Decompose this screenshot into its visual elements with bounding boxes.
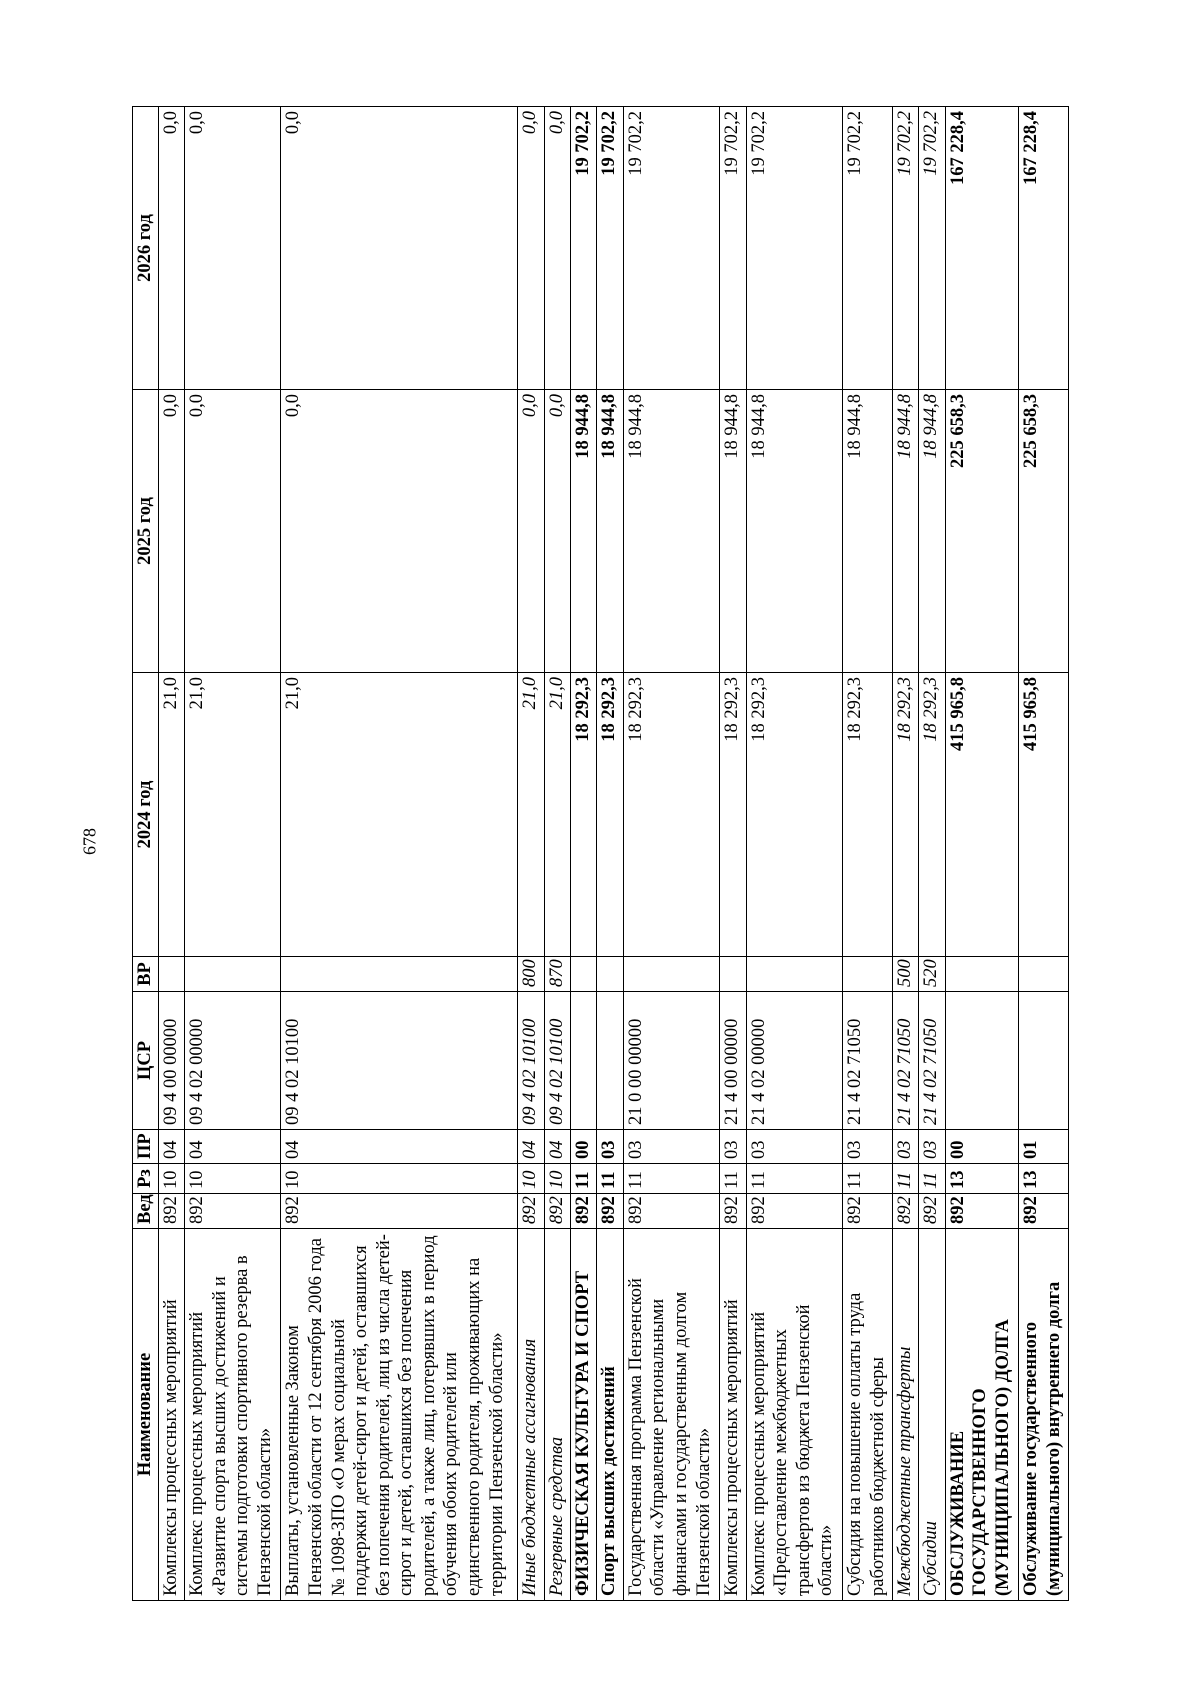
cell-vr — [623, 957, 719, 992]
cell-csr: 21 4 00 00000 — [720, 992, 746, 1130]
cell-pr: 00 — [570, 1130, 596, 1164]
cell-2025: 0,0 — [518, 390, 544, 673]
cell-name: Субсидии — [919, 1229, 945, 1601]
table-row — [945, 107, 1018, 1601]
cell-rz: 10 — [281, 1164, 518, 1194]
cell-pr: 04 — [281, 1130, 518, 1164]
cell-name: Субсидия на повышение оплаты труда работников бюджетной сферы — [843, 1229, 893, 1601]
cell-rz: 11 — [843, 1164, 893, 1194]
header-csr: ЦСР — [133, 992, 159, 1130]
cell-ved: 892 — [518, 1194, 544, 1229]
cell-2025: 18 944,8 — [746, 390, 842, 673]
cell-pr: 03 — [893, 1130, 919, 1164]
cell-ved: 892 — [843, 1194, 893, 1229]
cell-2024: 18 292,3 — [843, 673, 893, 957]
cell-2024: 21,0 — [158, 673, 184, 957]
table-row — [570, 107, 596, 1601]
cell-rz: 13 — [945, 1164, 1018, 1194]
cell-2024: 21,0 — [185, 673, 281, 957]
cell-ved: 892 — [720, 1194, 746, 1229]
cell-2026: 19 702,2 — [919, 107, 945, 390]
cell-rz: 10 — [158, 1164, 184, 1194]
cell-pr: 03 — [597, 1130, 623, 1164]
budget-table — [132, 106, 1069, 1601]
cell-csr — [570, 992, 596, 1130]
cell-ved: 892 — [623, 1194, 719, 1229]
cell-rz: 10 — [544, 1164, 570, 1194]
cell-ved: 892 — [945, 1194, 1018, 1229]
cell-2024: 18 292,3 — [623, 673, 719, 957]
cell-ved: 892 — [185, 1194, 281, 1229]
table-row — [720, 107, 746, 1601]
cell-2025: 18 944,8 — [919, 390, 945, 673]
cell-2024: 18 292,3 — [746, 673, 842, 957]
cell-vr: 500 — [893, 957, 919, 992]
cell-vr — [597, 957, 623, 992]
cell-csr: 21 4 02 71050 — [843, 992, 893, 1130]
cell-name: ОБСЛУЖИВАНИЕ ГОСУДАРСТВЕННОГО (МУНИЦИПАЛЬНОГО) ДОЛГА — [945, 1229, 1018, 1601]
table-row — [185, 107, 281, 1601]
cell-rz: 11 — [746, 1164, 842, 1194]
cell-name: ФИЗИЧЕСКАЯ КУЛЬТУРА И СПОРТ — [570, 1229, 596, 1601]
cell-pr: 04 — [518, 1130, 544, 1164]
header-2025: 2025 год — [133, 390, 159, 673]
cell-2026: 0,0 — [158, 107, 184, 390]
cell-2026: 19 702,2 — [746, 107, 842, 390]
header-ved: Вед — [133, 1194, 159, 1229]
cell-name: Государственная программа Пензенской области «Управление региональными финансами и государственным долгом Пензенской области» — [623, 1229, 719, 1601]
page-number: 678 — [79, 828, 100, 855]
cell-ved: 892 — [544, 1194, 570, 1229]
cell-2026: 19 702,2 — [843, 107, 893, 390]
cell-pr: 03 — [919, 1130, 945, 1164]
cell-2026: 167 228,4 — [945, 107, 1018, 390]
table-row — [623, 107, 719, 1601]
cell-2025: 225 658,3 — [1019, 390, 1069, 673]
cell-rz: 13 — [1019, 1164, 1069, 1194]
cell-2024: 18 292,3 — [893, 673, 919, 957]
table-row — [518, 107, 544, 1601]
cell-2026: 19 702,2 — [893, 107, 919, 390]
cell-2024: 415 965,8 — [1019, 673, 1069, 957]
cell-2026: 19 702,2 — [720, 107, 746, 390]
table-row — [544, 107, 570, 1601]
cell-2025: 0,0 — [185, 390, 281, 673]
cell-rz: 11 — [919, 1164, 945, 1194]
cell-csr: 09 4 00 00000 — [158, 992, 184, 1130]
cell-2024: 18 292,3 — [597, 673, 623, 957]
table-body — [158, 107, 1068, 1601]
cell-rz: 11 — [893, 1164, 919, 1194]
cell-2024: 21,0 — [544, 673, 570, 957]
cell-csr — [945, 992, 1018, 1130]
cell-name: Спорт высших достижений — [597, 1229, 623, 1601]
cell-name: Межбюджетные трансферты — [893, 1229, 919, 1601]
table-row — [597, 107, 623, 1601]
cell-ved: 892 — [893, 1194, 919, 1229]
cell-2025: 225 658,3 — [945, 390, 1018, 673]
cell-ved: 892 — [919, 1194, 945, 1229]
table-row — [158, 107, 184, 1601]
cell-name: Комплекс процессных мероприятий «Предоставление межбюджетных трансфертов из бюджета Пензенской области» — [746, 1229, 842, 1601]
header-rz: Рз — [133, 1164, 159, 1194]
cell-2026: 19 702,2 — [597, 107, 623, 390]
cell-csr: 09 4 02 00000 — [185, 992, 281, 1130]
cell-pr: 04 — [158, 1130, 184, 1164]
cell-2025: 18 944,8 — [893, 390, 919, 673]
cell-2024: 18 292,3 — [570, 673, 596, 957]
header-name: Наименование — [133, 1229, 159, 1601]
table-row — [1019, 107, 1069, 1601]
cell-vr: 870 — [544, 957, 570, 992]
cell-2025: 0,0 — [281, 390, 518, 673]
cell-2026: 0,0 — [544, 107, 570, 390]
cell-rz: 11 — [623, 1164, 719, 1194]
cell-2025: 18 944,8 — [720, 390, 746, 673]
cell-2024: 415 965,8 — [945, 673, 1018, 957]
cell-rz: 11 — [720, 1164, 746, 1194]
table-row — [893, 107, 919, 1601]
cell-name: Комплексы процессных мероприятий — [158, 1229, 184, 1601]
cell-vr — [945, 957, 1018, 992]
cell-2025: 0,0 — [158, 390, 184, 673]
cell-ved: 892 — [570, 1194, 596, 1229]
cell-csr: 09 4 02 10100 — [544, 992, 570, 1130]
cell-2026: 19 702,2 — [623, 107, 719, 390]
cell-vr — [158, 957, 184, 992]
cell-name: Комплексы процессных мероприятий — [720, 1229, 746, 1601]
cell-vr — [843, 957, 893, 992]
cell-ved: 892 — [1019, 1194, 1069, 1229]
cell-csr: 09 4 02 10100 — [281, 992, 518, 1130]
table-header-row — [133, 107, 159, 1601]
cell-2025: 18 944,8 — [597, 390, 623, 673]
cell-pr: 04 — [544, 1130, 570, 1164]
cell-2024: 18 292,3 — [720, 673, 746, 957]
cell-name: Обслуживание государственного (муниципального) внутреннего долга — [1019, 1229, 1069, 1601]
cell-pr: 04 — [185, 1130, 281, 1164]
table-container — [132, 107, 1069, 1601]
cell-vr — [746, 957, 842, 992]
cell-csr: 21 0 00 00000 — [623, 992, 719, 1130]
cell-vr — [281, 957, 518, 992]
cell-pr: 03 — [843, 1130, 893, 1164]
cell-rz: 11 — [570, 1164, 596, 1194]
cell-csr — [597, 992, 623, 1130]
header-vr: ВР — [133, 957, 159, 992]
cell-name: Резервные средства — [544, 1229, 570, 1601]
cell-2026: 0,0 — [281, 107, 518, 390]
cell-2025: 18 944,8 — [570, 390, 596, 673]
cell-rz: 11 — [597, 1164, 623, 1194]
cell-2026: 19 702,2 — [570, 107, 596, 390]
cell-vr: 520 — [919, 957, 945, 992]
cell-pr: 00 — [945, 1130, 1018, 1164]
cell-2026: 0,0 — [185, 107, 281, 390]
cell-csr: 09 4 02 10100 — [518, 992, 544, 1130]
cell-2026: 0,0 — [518, 107, 544, 390]
cell-vr — [185, 957, 281, 992]
cell-2025: 0,0 — [544, 390, 570, 673]
cell-pr: 03 — [623, 1130, 719, 1164]
header-pr: ПР — [133, 1130, 159, 1164]
cell-pr: 03 — [746, 1130, 842, 1164]
table-row — [843, 107, 893, 1601]
cell-pr: 03 — [720, 1130, 746, 1164]
cell-vr — [1019, 957, 1069, 992]
cell-vr — [570, 957, 596, 992]
cell-name: Иные бюджетные ассигнования — [518, 1229, 544, 1601]
cell-2025: 18 944,8 — [843, 390, 893, 673]
cell-csr — [1019, 992, 1069, 1130]
cell-ved: 892 — [746, 1194, 842, 1229]
cell-name: Выплаты, установленные Законом Пензенской области от 12 сентября 2006 года № 1098-ЗПО «О мерах социальной поддержки детей-сирот и детей, оставшихся без попечения родителей, лиц из числа детей-сирот и детей, оставшихся без попечения родителей, а также лиц, потерявших в период обучения обоих родителей или единственного родителя, проживающих на территории Пензенской области» — [281, 1229, 518, 1601]
header-2026: 2026 год — [133, 107, 159, 390]
cell-rz: 10 — [518, 1164, 544, 1194]
cell-2026: 167 228,4 — [1019, 107, 1069, 390]
table-row — [919, 107, 945, 1601]
cell-2024: 21,0 — [281, 673, 518, 957]
cell-csr: 21 4 02 71050 — [919, 992, 945, 1130]
cell-vr — [720, 957, 746, 992]
cell-rz: 10 — [185, 1164, 281, 1194]
header-2024: 2024 год — [133, 673, 159, 957]
table-row — [281, 107, 518, 1601]
table-row — [746, 107, 842, 1601]
cell-vr: 800 — [518, 957, 544, 992]
cell-csr: 21 4 02 00000 — [746, 992, 842, 1130]
cell-ved: 892 — [281, 1194, 518, 1229]
cell-csr: 21 4 02 71050 — [893, 992, 919, 1130]
cell-2025: 18 944,8 — [623, 390, 719, 673]
cell-2024: 18 292,3 — [919, 673, 945, 957]
cell-ved: 892 — [158, 1194, 184, 1229]
cell-pr: 01 — [1019, 1130, 1069, 1164]
cell-2024: 21,0 — [518, 673, 544, 957]
cell-ved: 892 — [597, 1194, 623, 1229]
cell-name: Комплекс процессных мероприятий «Развитие спорта высших достижений и системы подготовки спортивного резерва в Пензенской области» — [185, 1229, 281, 1601]
